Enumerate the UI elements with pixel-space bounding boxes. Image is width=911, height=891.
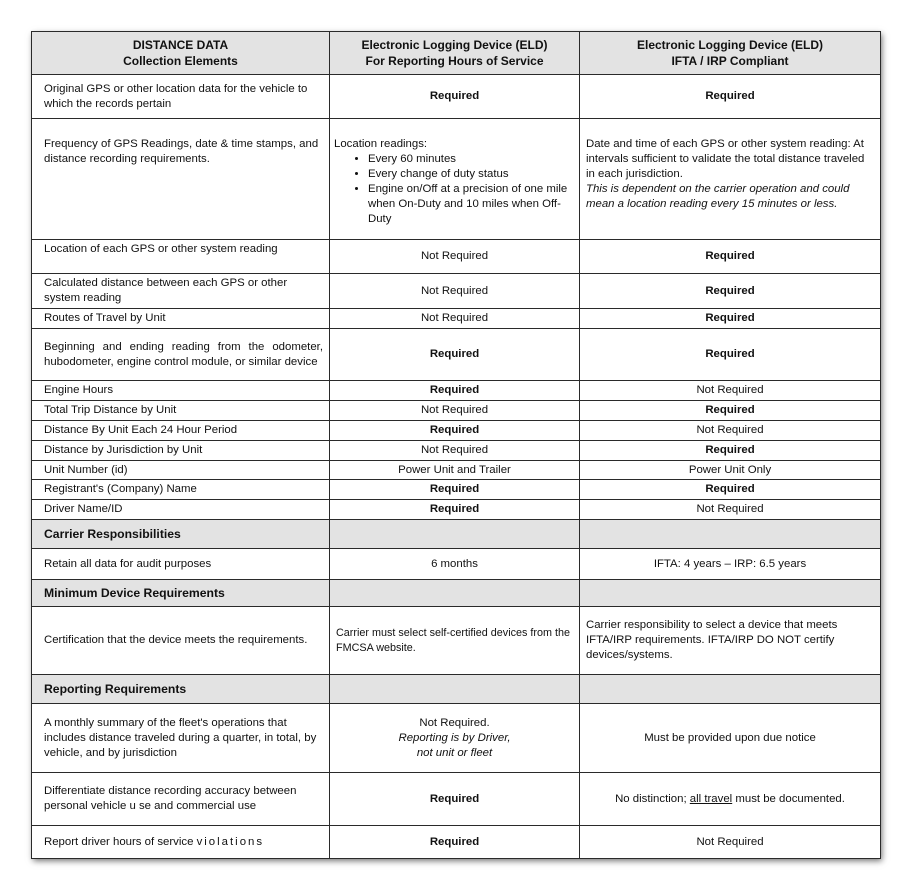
row-label: Calculated distance between each GPS or other system reading — [32, 274, 330, 309]
eld-value: 6 months — [330, 549, 580, 580]
ifta-value: Not Required — [580, 421, 881, 441]
ifta-value: Must be provided upon due notice — [580, 704, 881, 773]
eld-value: Not Required — [330, 274, 580, 309]
row-label: Retain all data for audit purposes — [32, 549, 330, 580]
eld-bullet-list — [334, 152, 573, 227]
ifta-value: Required — [580, 480, 881, 500]
header-col3-line2: IFTA / IRP Compliant — [671, 54, 789, 68]
eld-value: Not Required — [330, 441, 580, 461]
table-row — [32, 75, 881, 119]
ifta-value: Required — [580, 401, 881, 421]
row-label: Differentiate distance recording accuracy between personal vehicle u se and commercial use — [32, 773, 330, 826]
table-row — [32, 240, 881, 274]
section-title: Minimum Device Requirements — [32, 580, 330, 607]
ifta-value: Required — [580, 240, 881, 274]
distance-data-table-frame — [31, 31, 880, 858]
eld-value: Required — [330, 75, 580, 119]
ifta-value: Power Unit Only — [580, 461, 881, 480]
table-row — [32, 826, 881, 859]
ifta-text: Date and time of each GPS or other system reading: At intervals sufficient to validate the total distance traveled in each jurisdiction. — [586, 138, 865, 180]
table-row — [32, 329, 881, 381]
ifta-text-post: must be documented. — [732, 792, 845, 805]
eld-value: Required — [330, 500, 580, 520]
table-row — [32, 401, 881, 421]
section-blank-cell — [330, 580, 580, 607]
header-col3-line1: Electronic Logging Device (ELD) — [636, 38, 824, 52]
list-item: • Engine on/Off at a precision of one mile when On-Duty and 10 miles when Off-Duty — [368, 182, 573, 227]
eld-value: Required — [330, 329, 580, 381]
eld-intro: Location readings: — [334, 138, 428, 150]
ifta-text-pre: No distinction; — [615, 792, 690, 805]
ifta-value — [580, 119, 881, 240]
eld-value: Not Required — [330, 401, 580, 421]
row-label: Total Trip Distance by Unit — [32, 401, 330, 421]
eld-value: Power Unit and Trailer — [330, 461, 580, 480]
header-col2-line2: For Reporting Hours of Service — [365, 54, 544, 68]
eld-value: Required — [330, 421, 580, 441]
row-label: Distance by Jurisdiction by Unit — [32, 441, 330, 461]
table-row — [32, 274, 881, 309]
row-label — [32, 826, 330, 859]
table-row — [32, 704, 881, 773]
row-label-text: Report driver hours of service — [44, 835, 197, 848]
ifta-value: Not Required — [580, 500, 881, 520]
table-row — [32, 480, 881, 500]
list-item: • Every 60 minutes — [368, 152, 573, 167]
ifta-value: Required — [580, 309, 881, 329]
row-label: Registrant's (Company) Name — [32, 480, 330, 500]
ifta-value: IFTA: 4 years – IRP: 6.5 years — [580, 549, 881, 580]
ifta-value: Required — [580, 75, 881, 119]
eld-note-line1: Reporting is by Driver, — [398, 731, 511, 744]
section-row-reporting — [32, 675, 881, 704]
eld-not-required: Not Required. — [419, 716, 490, 729]
table-row — [32, 500, 881, 520]
section-row-carrier — [32, 520, 881, 549]
section-row-device — [32, 580, 881, 607]
table-row — [32, 549, 881, 580]
header-eld-ifta — [580, 32, 881, 75]
row-label: Location of each GPS or other system reading — [32, 240, 330, 274]
eld-value: Not Required — [330, 240, 580, 274]
ifta-value: Not Required — [580, 381, 881, 401]
ifta-value: Required — [580, 441, 881, 461]
ifta-value: Not Required — [580, 826, 881, 859]
table-row — [32, 421, 881, 441]
row-label: Unit Number (id) — [32, 461, 330, 480]
row-label: Routes of Travel by Unit — [32, 309, 330, 329]
ifta-value: Carrier responsibility to select a device that meets IFTA/IRP requirements. IFTA/IRP DO NOT certify devices/systems. — [580, 607, 881, 675]
section-blank-cell — [580, 675, 881, 704]
ifta-value: Required — [580, 274, 881, 309]
header-col2-line1: Electronic Logging Device (ELD) — [361, 38, 548, 52]
eld-note-line2: not unit or fleet — [416, 746, 493, 759]
table-row — [32, 607, 881, 675]
ifta-value — [580, 773, 881, 826]
header-eld-hos — [330, 32, 580, 75]
row-label: Engine Hours — [32, 381, 330, 401]
table-row — [32, 773, 881, 826]
table-row — [32, 381, 881, 401]
row-label: Distance By Unit Each 24 Hour Period — [32, 421, 330, 441]
section-title: Reporting Requirements — [32, 675, 330, 704]
section-blank-cell — [580, 520, 881, 549]
row-label: Beginning and ending reading from the odometer, hubodometer, engine control module, or similar device — [32, 329, 330, 381]
distance-data-table — [31, 31, 881, 859]
header-col1-line1: DISTANCE DATA — [132, 38, 229, 52]
eld-value — [330, 704, 580, 773]
ifta-italic-note: This is dependent on the carrier operation and could mean a location reading every 15 minutes or less. — [586, 183, 850, 210]
table-row — [32, 441, 881, 461]
table-row — [32, 461, 881, 480]
ifta-text-underlined: all travel — [689, 792, 733, 805]
row-label: Frequency of GPS Readings, date & time stamps, and distance recording requirements. — [32, 119, 330, 240]
eld-value — [330, 119, 580, 240]
eld-value: Required — [330, 381, 580, 401]
row-label: Certification that the device meets the requirements. — [32, 607, 330, 675]
row-label-spaced: violations — [196, 835, 265, 848]
section-blank-cell — [580, 580, 881, 607]
eld-value: Required — [330, 480, 580, 500]
header-row — [32, 32, 881, 75]
row-label: Driver Name/ID — [32, 500, 330, 520]
section-title: Carrier Responsibilities — [32, 520, 330, 549]
section-blank-cell — [330, 675, 580, 704]
eld-value: Not Required — [330, 309, 580, 329]
header-distance-data — [32, 32, 330, 75]
eld-value: Required — [330, 826, 580, 859]
row-label: Original GPS or other location data for the vehicle to which the records pertain — [32, 75, 330, 119]
row-label: A monthly summary of the fleet's operations that includes distance traveled during a quarter, in total, by vehicle, and by jurisdiction — [32, 704, 330, 773]
eld-value: Carrier must select self-certified devices from the FMCSA website. — [330, 607, 580, 675]
section-blank-cell — [330, 520, 580, 549]
table-row — [32, 309, 881, 329]
list-item: • Every change of duty status — [368, 167, 573, 182]
header-col1-line2: Collection Elements — [123, 54, 238, 68]
table-row — [32, 119, 881, 240]
eld-value: Required — [330, 773, 580, 826]
ifta-value: Required — [580, 329, 881, 381]
